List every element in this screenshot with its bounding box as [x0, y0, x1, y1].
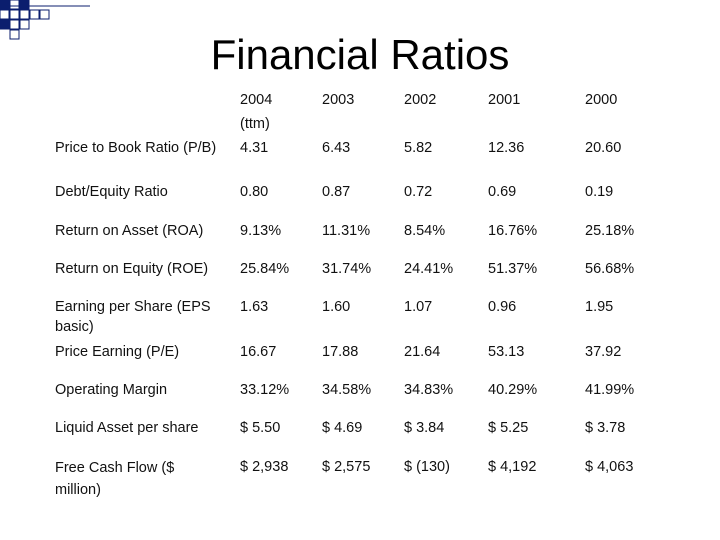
- table-cell: 34.58%: [322, 382, 372, 398]
- row-label: Earning per Share (EPS basic): [55, 299, 211, 335]
- row-label: Price Earning (P/E): [55, 344, 180, 360]
- table-cell: $ (130): [404, 459, 450, 475]
- table-cell: 12.36: [488, 140, 525, 156]
- row-label: Operating Margin: [55, 382, 168, 398]
- table-cell: $ 4.69: [322, 420, 363, 436]
- table-cell: $ 4,192: [488, 459, 537, 475]
- table-cell: 56.68%: [585, 261, 635, 277]
- table-cell: 0.72: [404, 184, 433, 200]
- table-cell: $ 2,938: [240, 459, 289, 475]
- table-cell: $ 5.25: [488, 420, 529, 436]
- table-cell: $ 2,575: [322, 459, 371, 475]
- table-cell: 1.07: [404, 299, 433, 315]
- table-cell: $ 5.50: [240, 420, 281, 436]
- table-cell: $ 3.84: [404, 420, 445, 436]
- table-cell: 25.84%: [240, 261, 290, 277]
- table-cell: 11.31%: [322, 223, 371, 239]
- table-cell: 8.54%: [404, 223, 446, 239]
- year-header: 2004 (ttm): [240, 92, 273, 132]
- table-cell: 34.83%: [404, 382, 454, 398]
- table-cell: 40.29%: [488, 382, 538, 398]
- table-cell: 16.76%: [488, 223, 538, 239]
- table-cell: 20.60: [585, 140, 622, 156]
- table-cell: 0.96: [488, 299, 517, 315]
- row-label: Free Cash Flow ($ million): [55, 460, 175, 498]
- table-cell: 0.80: [240, 184, 269, 200]
- row-label: Return on Equity (ROE): [55, 261, 209, 277]
- row-label: Liquid Asset per share: [55, 420, 199, 436]
- table-cell: 51.37%: [488, 261, 538, 277]
- table-cell: 21.64: [404, 344, 441, 360]
- row-label: Price to Book Ratio (P/B): [55, 140, 217, 156]
- table-cell: 53.13: [488, 344, 525, 360]
- table-cell: 6.43: [322, 140, 351, 156]
- year-header: 2002: [404, 92, 437, 108]
- table-cell: 25.18%: [585, 223, 635, 239]
- table-cell: 0.69: [488, 184, 517, 200]
- row-label: Debt/Equity Ratio: [55, 184, 168, 200]
- table-cell: 1.63: [240, 299, 269, 315]
- table-cell: 41.99%: [585, 382, 635, 398]
- table-cell: 17.88: [322, 344, 359, 360]
- table-cell: 16.67: [240, 344, 277, 360]
- year-header: 2000: [585, 92, 618, 108]
- table-cell: $ 3.78: [585, 420, 626, 436]
- table-cell: 24.41%: [404, 261, 454, 277]
- table-cell: 9.13%: [240, 223, 282, 239]
- table-cell: 33.12%: [240, 382, 290, 398]
- table-cell: $ 4,063: [585, 459, 634, 475]
- table-cell: 5.82: [404, 140, 433, 156]
- table-cell: 37.92: [585, 344, 622, 360]
- table-cell: 0.87: [322, 184, 351, 200]
- table-cell: 31.74%: [322, 261, 372, 277]
- table-cell: 1.95: [585, 299, 614, 315]
- row-label: Return on Asset (ROA): [55, 223, 204, 239]
- year-header: 2001: [488, 92, 521, 108]
- year-header: 2003: [322, 92, 355, 108]
- page-title: Financial Ratios: [210, 31, 510, 78]
- table-cell: 4.31: [240, 140, 269, 156]
- table-cell: 0.19: [585, 184, 614, 200]
- table-cell: 1.60: [322, 299, 351, 315]
